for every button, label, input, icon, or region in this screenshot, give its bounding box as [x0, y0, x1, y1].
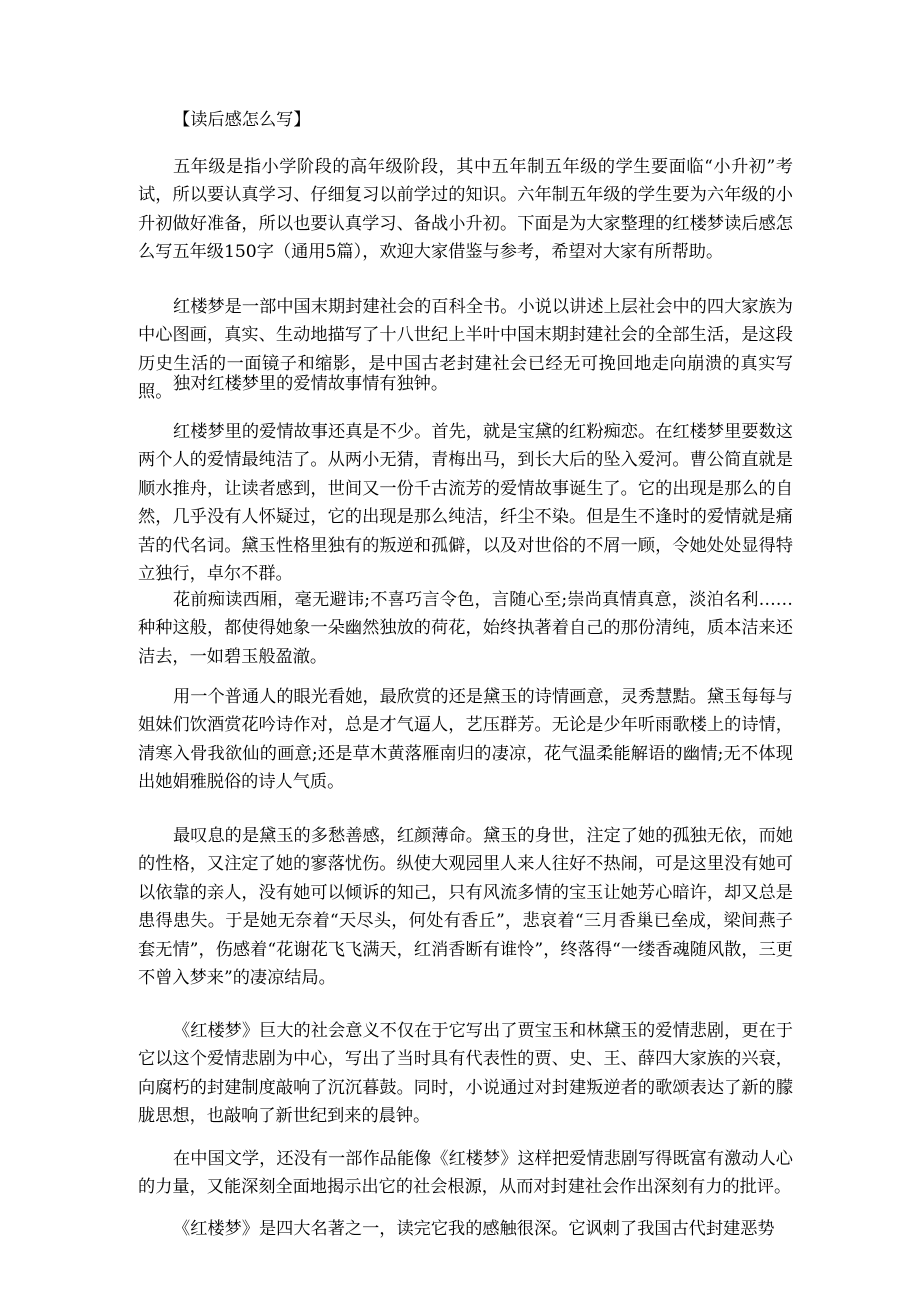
paragraph-four-classics: 《红楼梦》是四大名著之一，读完它我的感触很深。它讽刺了我国古代封建恶势 [173, 1219, 775, 1239]
paragraph-social-significance: 《红楼梦》巨大的社会意义不仅在于它写出了贾宝玉和林黛玉的爱情悲剧，更在于它以这个爱情悲剧为中心，写出了当时具有代表性的贾、史、王、薛四大家族的兴衰，向腐朽的封建制度敲响了沉沉暮鼓。同时，小说通过对封建叛逆者的歌颂表达了新的朦胧思想，也敲响了新世纪到来的晨钟。 [138, 1021, 793, 1127]
paragraph-love-stories: 红楼梦里的爱情故事还真是不少。首先，就是宝黛的红粉痴恋。在红楼梦里要数这两个人的爱情最纯洁了。从两小无猜，青梅出马，到长大后的坠入爱河。曹公简直就是顺水推舟，让读者感到，世间又一份千古流芳的爱情故事诞生了。它的出现是那么的自然，几乎没有人怀疑过，它的出现是那么纯洁，纤尘不染。但是生不逢时的爱情就是痛苦的代名词。黛玉性格里独有的叛逆和孤僻，以及对世俗的不屑一顾，令她处处显得特立独行，卓尔不群。 [138, 422, 793, 585]
paragraph-xixiang: 花前痴读西厢，毫无避讳;不喜巧言令色，言随心至;崇尚真情真意，淡泊名利……种种这般，都使得她象一朵幽然独放的荷花，始终执著着自己的那份清纯，质本洁来还洁去，一如碧玉般盈澈。 [138, 590, 793, 667]
paragraph-encyclopedia: 红楼梦是一部中国末期封建社会的百科全书。小说以讲述上层社会中的四大家族为中心图画，真实、生动地描写了十八世纪上半叶中国末期封建社会的全部生活，是这段历史生活的一面镜子和缩影，是中国古老封建社会已经无可挽回地走向崩溃的真实写照。 [138, 297, 793, 403]
paragraph-love-story-lead: 独对红楼梦里的爱情故事情有独钟。 [173, 374, 449, 394]
paragraph-sorrow: 最叹息的是黛玉的多愁善感，红颜薄命。黛玉的身世，注定了她的孤独无依，而她的性格，又注定了她的寥落忧伤。纵使大观园里人来人往好不热闹，可是这里没有她可以依靠的亲人，没有她可以倾诉的知己，只有风流多情的宝玉让她芳心暗许，却又总是患得患失。于是她无奈着“天尽头，何处有香丘”，悲哀着“三月香巢已垒成，梁间燕子套无情”，伤感着“花谢花飞飞满天，红消香断有谁怜”，终落得“一缕香魂随风散，三更不曾入梦来”的凄凉结局。 [138, 826, 793, 989]
paragraph-intro: 五年级是指小学阶段的高年级阶段，其中五年制五年级的学生要面临“小升初”考试，所以要认真学习、仔细复习以前学过的知识。六年制五年级的学生要为六年级的小升初做好准备，所以也要认真学习、备战小升初。下面是为大家整理的红楼梦读后感怎么写五年级150字（通用5篇），欢迎大家借鉴与参考，希望对大家有所帮助。 [138, 157, 793, 263]
document-heading: 【读后感怎么写】 [173, 110, 311, 130]
paragraph-poetic-qualities: 用一个普通人的眼光看她，最欣赏的还是黛玉的诗情画意，灵秀慧黠。黛玉每每与姐妹们饮酒赏花吟诗作对，总是才气逼人，艺压群芳。无论是少年听雨歌楼上的诗情，清寒入骨我欲仙的画意;还是草木黄落雁南归的凄凉，花气温柔能解语的幽情;无不体现出她娟雅脱俗的诗人气质。 [138, 687, 793, 793]
paragraph-chinese-literature: 在中国文学，还没有一部作品能像《红楼梦》这样把爱情悲剧写得既富有激动人心的力量，又能深刻全面地揭示出它的社会根源，从而对封建社会作出深刻有力的批评。 [138, 1149, 793, 1198]
